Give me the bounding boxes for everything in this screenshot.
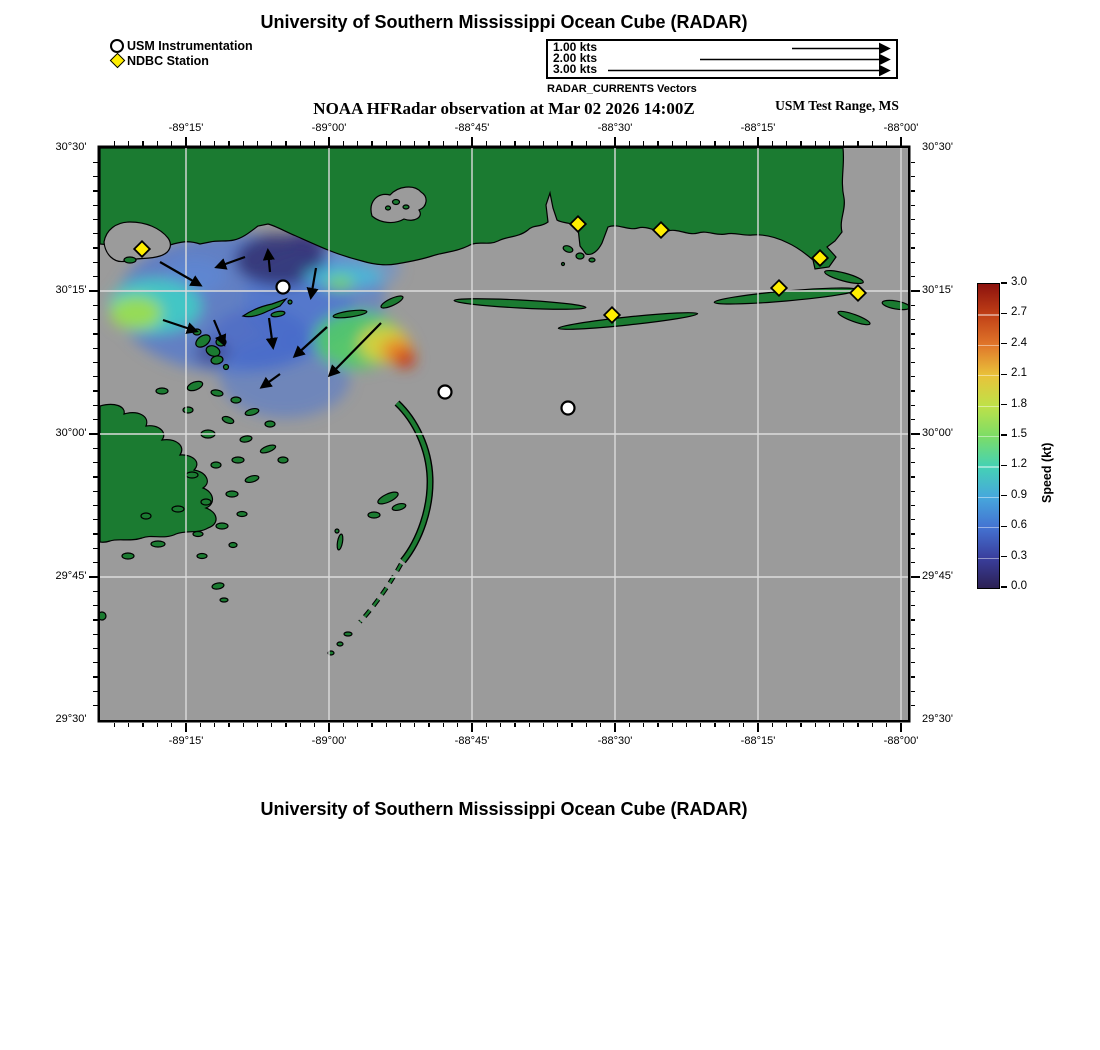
vector-scale-arrows [548,41,896,77]
colorbar-tick-label: 1.5 [1011,428,1027,440]
colorbar-tick-label: 0.6 [1011,519,1027,532]
vector-scale-label-2: 2.00 kts [553,51,598,65]
lon-tick-label-top: -88°45' [454,122,490,134]
map-plot-area [100,148,908,720]
lat-tick-label-right: 30°15' [922,284,953,296]
lat-tick-label-left: 30°30' [55,141,87,153]
colorbar-tick-label: 2.1 [1011,367,1027,380]
colorbar-tick-label: 0.9 [1011,488,1027,501]
legend-item-ndbc [109,53,209,68]
sound-islands [335,490,407,551]
diamond-icon [109,55,125,66]
colorbar-tick-label: 2.7 [1011,306,1027,319]
vector-scale-label-3: 3.00 kts [553,62,598,76]
speed-field-blob [395,350,415,368]
figure-title-top: University of Southern Mississippi Ocean Cube (RADAR) [260,12,748,32]
figure-title-bottom: University of Southern Mississippi Ocean Cube (RADAR) [260,799,748,819]
marsh-mass [100,404,216,542]
lon-tick-label-top: -88°15' [740,122,776,134]
region-label: USM Test Range, MS [775,98,899,113]
lat-tick-label-right: 30°00' [922,427,953,439]
lon-tick-label-top: -88°00' [883,122,919,134]
map-svg [100,148,908,720]
usm-instrumentation-marker [439,386,452,399]
lat-tick-label-left: 29°30' [55,713,87,725]
vector-scale-box [546,39,898,79]
colorbar-tick-label: 2.4 [1011,336,1027,349]
lon-tick-label-bottom: -88°15' [740,735,776,747]
lon-tick-label-bottom: -88°00' [883,735,919,747]
barrier-islands [454,268,908,332]
lat-tick-label-right: 29°30' [922,713,953,725]
lat-tick-label-left: 30°00' [55,427,87,439]
usm-instrumentation-marker [562,402,575,415]
vector-scale-caption: RADAR_CURRENTS Vectors [547,83,697,95]
colorbar-tick-label: 3.0 [1011,276,1027,288]
lon-tick-label-bottom: -88°45' [454,735,490,747]
lon-tick-label-bottom: -88°30' [597,735,633,747]
usm-instrumentation-marker [277,281,290,294]
lat-tick-label-right: 29°45' [922,570,953,582]
colorbar-tick-label: 1.2 [1011,458,1027,471]
legend-label-usm: USM Instrumentation [127,38,253,53]
speed-field-blob [326,275,354,291]
lat-tick-label-left: 30°15' [55,284,87,296]
lat-tick-label-left: 29°45' [55,570,87,582]
legend-label-ndbc: NDBC Station [127,53,209,68]
lon-tick-label-bottom: -89°15' [168,735,204,747]
lon-tick-label-bottom: -89°00' [311,735,347,747]
plot-subtitle: NOAA HFRadar observation at Mar 02 2026 14:00Z [313,99,695,118]
legend-item-usm [109,38,253,53]
speed-field-blob [110,296,162,330]
lat-tick-label-right: 30°30' [922,141,953,153]
vector-scale-label-1: 1.00 kts [553,40,598,54]
colorbar-tick-label: 0.0 [1011,580,1027,592]
colorbar-tick-label: 1.8 [1011,397,1027,410]
land-layer [100,148,908,655]
colorbar-title: Speed (kt) [1040,442,1054,503]
lon-tick-label-top: -89°00' [311,122,347,134]
colorbar-tick-label: 0.3 [1011,549,1027,562]
ndbc-station-marker [850,285,866,301]
lon-tick-label-top: -89°15' [168,122,204,134]
lon-tick-label-top: -88°30' [597,122,633,134]
circle-icon [109,39,125,53]
colorbar [977,283,1000,589]
